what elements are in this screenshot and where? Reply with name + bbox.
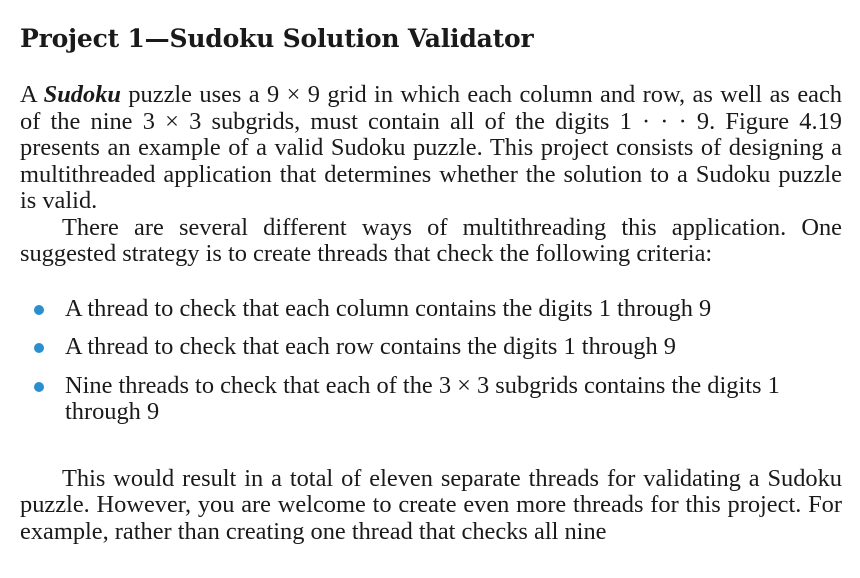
bullet-icon	[34, 305, 44, 315]
section-heading: Project 1—Sudoku Solution Validator	[20, 24, 534, 53]
criteria-text: A thread to check that each column contains the digits 1 through 9	[65, 294, 712, 322]
threads-paragraph: This would result in a total of eleven separate threads for validating a Sudoku puzzle. However, you are welcome to create even more threads for this project. For example, rather than creating one thread that checks all nine	[20, 464, 842, 545]
criteria-text: Nine threads to check that each of the 3 × 3 subgrids contains the digits 1 through 9	[65, 371, 780, 425]
criteria-list	[20, 296, 842, 426]
criteria-item-columns	[20, 296, 842, 323]
intro-lead: A	[20, 81, 44, 108]
paragraph-spacer	[20, 438, 842, 466]
strategy-paragraph: There are several different ways of multithreading this application. One suggested strategy is to create threads that check the following criteria:	[20, 213, 842, 267]
criteria-item-subgrids	[20, 373, 842, 426]
criteria-text: A thread to check that each row contains the digits 1 through 9	[65, 333, 676, 360]
bullet-icon	[34, 382, 44, 392]
bullet-icon	[34, 343, 44, 353]
document-page	[20, 22, 842, 545]
intro-rest: puzzle uses a 9 × 9 grid in which each column and row, as well as each of the nine 3 × 3 subgrids, must contain all of the digits 1 · · · 9. Figure 4.19 presents an example of a valid Sudoku puzzle. This project consists of designing a multithreaded application that determines whether the solution to a Sudoku puzzle is valid.	[20, 81, 842, 214]
criteria-item-rows	[20, 334, 842, 361]
sudoku-term: Sudoku	[43, 81, 121, 108]
intro-paragraph	[20, 82, 842, 215]
